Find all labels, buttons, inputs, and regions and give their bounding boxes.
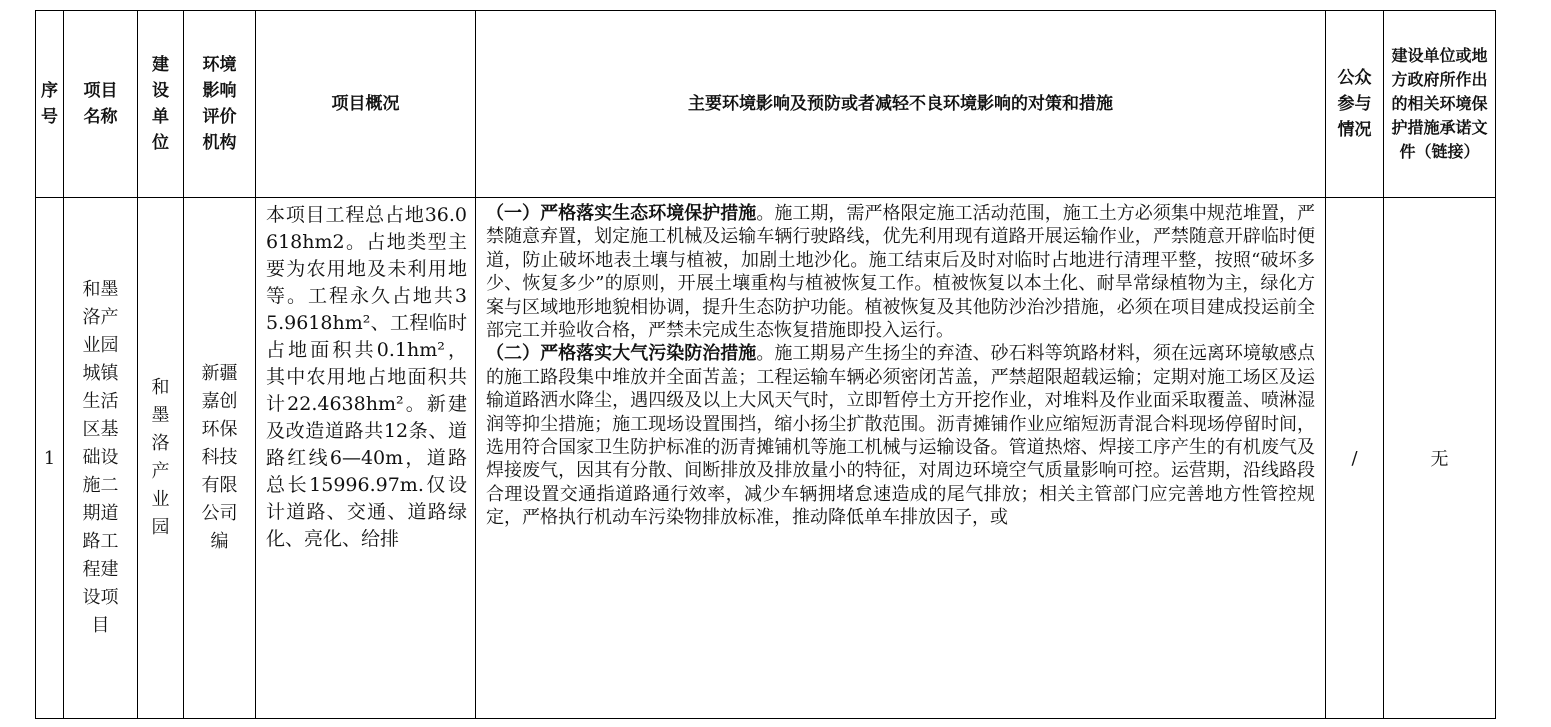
header-commitment-text: 建设单位或地方政府所作出的相关环境保护措施承诺文件（链接） (1391, 46, 1488, 161)
seq-value: 1 (43, 447, 56, 469)
header-public (1326, 11, 1384, 198)
measure-paragraph-ecology (486, 202, 1315, 342)
eia-approval-table (35, 10, 1496, 719)
cell-commitment (1384, 198, 1496, 719)
project-name-value: 和墨洛产业园城镇生活区基础设施二期道路工程建设项目 (82, 279, 119, 636)
header-project-name-text: 项目名称 (83, 81, 118, 127)
header-eia-org (184, 11, 256, 198)
header-measures-text: 主要环境影响及预防或者减轻不良环境影响的对策和措施 (688, 94, 1113, 114)
cell-measures (476, 198, 1326, 719)
measure-text-ecology: 。施工期，需严格限定施工活动范围，施工土方必须集中规范堆置，严禁随意弃置，划定施工机械及运输车辆行驶路线，优先利用现有道路开展运输作业，严禁随意开辟临时便道，防止破坏地表土壤与植被，加剧土地沙化。施工结束后及时对临时占地进行清理平整，按照“破坏多少、恢复多少”的原则，开展土壤重构与植被恢复工作。植被恢复以本土化、耐旱常绿植物为主，绿化方案与区域地形地貌相协调，提升生态防护功能。植被恢复及其他防沙治沙措施，必须在项目建成投运前全部完工并验收合格，严禁未完成生态恢复措施即投入运行。 (486, 203, 1316, 342)
public-value: / (1351, 447, 1358, 469)
header-measures (476, 11, 1326, 198)
measure-text-air: 。施工期易产生扬尘的弃渣、砂石料等筑路材料，须在远离环境敏感点的施工路段集中堆放并全面苫盖；工程运输车辆必须密闭苫盖，严禁超限超载运输；定期对施工场区及运输道路洒水降尘，遇四级及以上大风天气时，立即暂停土方开挖作业，对堆料及作业面采取覆盖、喷淋湿润等抑尘措施；施工现场设置围挡，缩小扬尘扩散范围。沥青摊铺作业应缩短沥青混合料现场停留时间，选用符合国家卫生防护标准的沥青摊铺机等施工机械与运输设备。管道热熔、焊接工序产生的有机废气及焊接废气，因其有分散、间断排放及排放量小的特征，对周边环境空气质量影响可控。运营期，沿线路段合理设置交通指道路通行效率，减少车辆拥堵怠速造成的尾气排放；相关主管部门应完善地方性管控规定，严格执行机动车污染物排放标准，推动降低单车排放因子，或 (486, 343, 1316, 529)
header-builder (138, 11, 184, 198)
header-row (36, 11, 1496, 198)
header-project-name (64, 11, 138, 198)
overview-value: 本项目工程总占地36.0618hm2。占地类型主要为农用地及未利用地等。工程永久占地共35.9618hm²、工程临时占地面积共0.1hm²，其中农用地占地面积共计22.4638hm²。新建及改造道路共12条、道路红线6—40m，道路总长15996.97m.仅设计道路、交通、道路绿化、亮化、给排 (266, 204, 467, 550)
cell-builder (138, 198, 184, 719)
cell-seq (36, 198, 64, 719)
header-eia-org-text: 环境影响评价机构 (202, 55, 237, 153)
measure-heading-air: （二）严格落实大气污染防治措施 (486, 343, 757, 365)
measure-paragraph-air (486, 342, 1315, 529)
measure-heading-ecology: （一）严格落实生态环境保护措施 (486, 203, 757, 224)
cell-overview (256, 198, 476, 719)
eia-org-value: 新疆嘉创环保科技有限公司编 (201, 363, 238, 552)
header-seq (36, 11, 64, 198)
table-row (36, 198, 1496, 719)
header-commitment (1384, 11, 1496, 198)
header-public-text: 公众参与情况 (1337, 68, 1372, 140)
header-builder-text: 建设单位 (152, 55, 169, 153)
cell-eia-org (184, 198, 256, 719)
commitment-value: 无 (1430, 449, 1449, 470)
header-overview (256, 11, 476, 198)
builder-value: 和墨洛产业园 (151, 377, 170, 538)
cell-public (1326, 198, 1384, 719)
header-overview-text: 项目概况 (331, 94, 400, 114)
cell-project-name (64, 198, 138, 719)
header-seq-text: 序号 (41, 81, 58, 127)
